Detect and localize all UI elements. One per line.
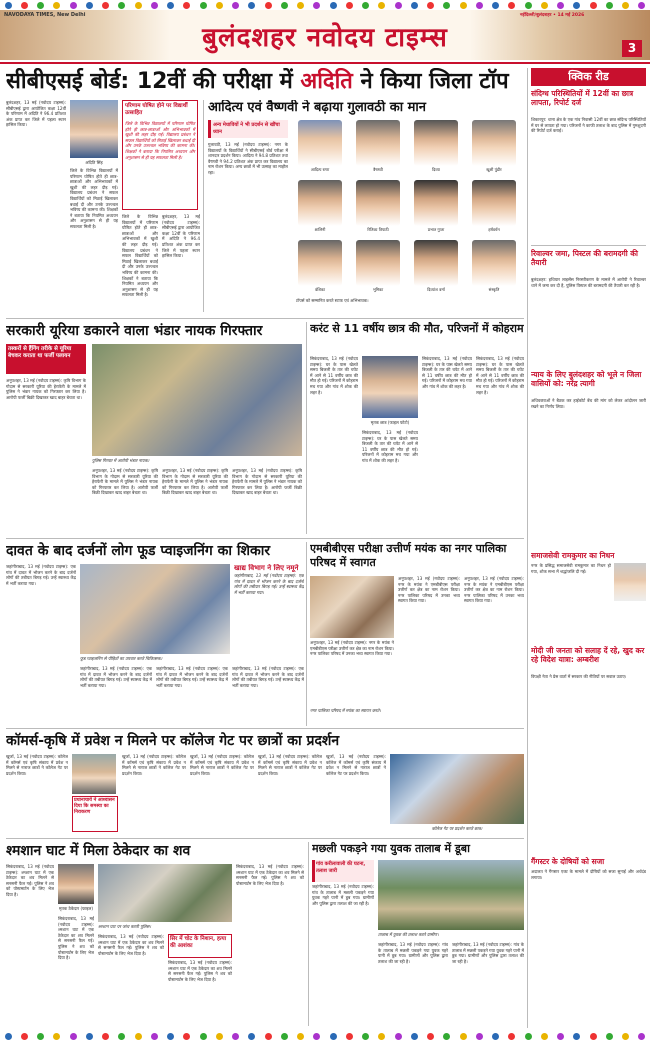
officer-photo-caption: पुलिस गिरफ्त में आरोपी भंडार नायक। [92, 458, 150, 463]
aditi-headline: आदित्य एवं वैष्णवी ने बढ़ाया गुलावठी का मान [208, 100, 426, 115]
protest-headline: कॉमर्स-कृषि में प्रवेश न मिलने पर कॉलेज गेट पर छात्रों का प्रदर्शन [6, 733, 340, 749]
lead-result-box-title: परिणाम घोषित होने पर विद्यार्थी उत्साहित [125, 103, 188, 116]
student-death-headline: करंट से 11 वर्षीय छात्र की मौत, परिजनों में कोहराम [310, 322, 524, 335]
quick-read-body: विपक्षी नेता ने प्रेस वार्ता में सरकार की नीतियों पर सवाल उठाए। [531, 674, 627, 679]
aditi-sub-box: अन्य मेधावियों ने भी प्रदर्शन से खींचा ध्यान [208, 120, 288, 138]
food-body-col2: जहांगीराबाद, 13 मई (नवोदय टाइम्स): एक गांव में दावत में भोजन करने के बाद दर्जनों लोगों की तबीयत बिगड़ गई। उन्हें स्वास्थ्य केंद्र में भर्ती कराया गया। [80, 666, 152, 688]
pond-photo [378, 860, 524, 930]
protest-photo-caption: कॉलेज गेट पर प्रदर्शन करते छात्र। [431, 826, 483, 831]
student-death-body-col3: सिकंदराबाद, 13 मई (नवोदय टाइम्स): घर के पास खेलते समय बिजली के तार की चपेट में आने से 11 वर्षीय छात्र की मौत हो गई। परिजनों में कोहराम मच गया और गांव में शोक की लहर है। [422, 356, 472, 389]
protest-body: खुर्जा, 13 मई (नवोदय टाइम्स): कॉलेज में कॉमर्स एवं कृषि संकाय में प्रवेश न मिलने से नाराज छात्रों ने कॉलेज गेट पर प्रदर्शन किया। [6, 754, 68, 776]
student-photo [414, 180, 458, 226]
student-photo [298, 240, 342, 286]
cremation-body-col2: सिकंदराबाद, 13 मई (नवोदय टाइम्स): श्मशान घाट में एक ठेकेदार का शव मिलने से सनसनी फैल गई। पुलिस ने शव को पोस्टमार्टम के लिए भेज दिया है। [58, 916, 94, 961]
student-death-photo [362, 356, 418, 418]
pond-body: जहांगीराबाद, 13 मई (नवोदय टाइम्स): गांव के तालाब में मछली पकड़ने गया युवक गहरे पानी में डूब गया। ग्रामीणों और पुलिस द्वारा तलाश की जा रही है। [312, 884, 374, 906]
student-death-photo-caption: मृतक छात्र (फाइल फोटो) [370, 420, 410, 425]
quick-read-body: नगर के प्रसिद्ध समाजसेवी रामकुमार का निधन हो गया, शोक सभा में श्रद्धांजलि दी गई। [531, 563, 611, 574]
masthead-title: बुलंदशहर नवोदय टाइम्स [202, 23, 448, 53]
protest-box: प्रधानाचार्य ने आश्वासन दिया कि समस्या का निराकरण [72, 796, 118, 832]
quick-read-label: क्विक रीड [531, 68, 646, 86]
aditi-body: गुलावठी, 13 मई (नवोदय टाइम्स): नगर के विद्यालयों के विद्यार्थियों ने सीबीएसई बोर्ड परीक्षा में शानदार प्रदर्शन किया। आदित्य ने 94.8 प्रतिशत तथा वैष्णवी ने 94.2 प्रतिशत अंक प्राप्त कर विद्यालय का नाम रोशन किया। अन्य छात्रों में भी उत्साह का माहौल रहा। [208, 142, 288, 175]
student-caption: वैष्णवी [373, 167, 383, 172]
student-photo [356, 240, 400, 286]
officer-body: अनूपशहर, 13 मई (नवोदय टाइम्स): कृषि विभाग के गोदाम से सरकारी यूरिया की हेराफेरी के मामले में पुलिस ने भंडार नायक को गिरफ्तार कर लिया है। आरोपी फर्जी बिक्री दिखाकर खाद बाहर बेचता था। [6, 378, 86, 400]
student-death-body-col4: सिकंदराबाद, 13 मई (नवोदय टाइम्स): घर के पास खेलते समय बिजली के तार की चपेट में आने से 11 वर्षीय छात्र की मौत हो गई। परिजनों में कोहराम मच गया और गांव में शोक की लहर है। [476, 356, 524, 395]
row-sep-4 [6, 838, 524, 839]
masthead-rule [0, 62, 650, 64]
mbbs-body-col2: अनूपशहर, 13 मई (नवोदय टाइम्स): नगर के मयंक ने एमबीबीएस परीक्षा उत्तीर्ण कर क्षेत्र का नाम रोशन किया। नगर पालिका परिषद में उनका भव्य स्वागत किया गया। [464, 576, 524, 604]
cremation-headline: श्मशान घाट में मिला ठेकेदार का शव [6, 843, 191, 859]
cremation-body-col5: सिकंदराबाद, 13 मई (नवोदय टाइम्स): श्मशान घाट में एक ठेकेदार का शव मिलने से सनसनी फैल गई। पुलिस ने शव को पोस्टमार्टम के लिए भेज दिया है। [236, 864, 304, 886]
cremation-photo [98, 864, 232, 922]
student-photo [472, 240, 516, 286]
protest-body-col2: खुर्जा, 13 मई (नवोदय टाइम्स): कॉलेज में कॉमर्स एवं कृषि संकाय में प्रवेश न मिलने से नाराज छात्रों ने कॉलेज गेट पर प्रदर्शन किया। [122, 754, 186, 776]
quick-read-headline: संदिग्ध परिस्थितियों में 12वीं का छात्र लापता, रिपोर्ट दर्ज [531, 89, 634, 107]
row-sep-3 [6, 728, 524, 729]
officer-sub-box: तस्करों से हैंगिंग तरीके से यूरिया बेचकर कराता था फर्जी पलायन [6, 344, 86, 374]
lead-result-box: परिणाम घोषित होने पर विद्यार्थी उत्साहित जिले के विभिन्न विद्यालयों में परिणाम घोषित होते ही छात्र-छात्राओं और अभिभावकों में खुशी की लहर दौड़ गई। विद्यालय प्रबंधन ने सफल विद्यार्थियों को मिठाई खिलाकर बधाई दी और उनके उज्ज्वल भविष्य की कामना की। शिक्षकों ने बताया कि नियमित अध्ययन और अनुशासन से ही यह सफलता मिली है। [122, 100, 198, 210]
officer-body-col2: अनूपशहर, 13 मई (नवोदय टाइम्स): कृषि विभाग के गोदाम से सरकारी यूरिया की हेराफेरी के मामले में पुलिस ने भंडार नायक को गिरफ्तार कर लिया है। आरोपी फर्जी बिक्री दिखाकर खाद बाहर बेचता था। [92, 468, 158, 496]
quick-read-headline: गैंगस्टर के दोषियों को सजा [531, 857, 605, 866]
col-sep-1 [203, 100, 204, 312]
student-caption: रितिका त्रिपाठी [367, 227, 389, 232]
protest-photo-small [72, 754, 116, 794]
edition-label: NAVODAYA TIMES, New Delhi [4, 12, 86, 18]
quick-read-headline: समाजसेवी रामकुमार का निधन [531, 551, 615, 560]
row-sep-1 [6, 318, 524, 319]
cremation-body-col3: सिकंदराबाद, 13 मई (नवोदय टाइम्स): श्मशान घाट में एक ठेकेदार का शव मिलने से सनसनी फैल गई। पुलिस ने शव को पोस्टमार्टम के लिए भेज दिया है। [98, 934, 164, 956]
student-photo [414, 120, 458, 166]
quick-read-headline: रिवाल्वर जमा, पिस्टल की बरामदगी की तैयारी [531, 249, 638, 267]
student-grid [292, 120, 524, 312]
cremation-body: सिकंदराबाद, 13 मई (नवोदय टाइम्स): श्मशान घाट में एक ठेकेदार का शव मिलने से सनसनी फैल गई। पुलिस ने शव को पोस्टमार्टम के लिए भेज दिया है। [6, 864, 54, 897]
lead-headline-name: अदिति [300, 69, 353, 94]
food-body-col4: जहांगीराबाद, 13 मई (नवोदय टाइम्स): एक गांव में दावत में भोजन करने के बाद दर्जनों लोगों की तबीयत बिगड़ गई। उन्हें स्वास्थ्य केंद्र में भर्ती कराया गया। [232, 666, 304, 688]
officer-photo [92, 344, 302, 456]
mbbs-body-col0: अनूपशहर, 13 मई (नवोदय टाइम्स): नगर के मयंक ने एमबीबीएस परीक्षा उत्तीर्ण कर क्षेत्र का नाम रोशन किया। नगर पालिका परिषद में उनका भव्य स्वागत किया गया। [310, 640, 394, 657]
quick-read-body: शिकारपुर: थाना क्षेत्र के एक गांव निवासी 12वीं का छात्र संदिग्ध परिस्थितियों में घर से लापता हो गया। परिजनों ने काफी तलाश के बाद पुलिस में गुमशुदगी की रिपोर्ट दर्ज कराई। [531, 117, 646, 134]
student-caption: हर्षवर्धन [488, 227, 500, 232]
quick-read-body: अदालत ने गैंगस्टर एक्ट के मामले में दोषियों को सजा सुनाई और अर्थदंड लगाया। [531, 869, 646, 880]
lead-body-col4: बुलंदशहर, 13 मई (नवोदय टाइम्स): सीबीएसई द्वारा आयोजित कक्षा 12वीं के परिणाम में अदिति ने 96.4 प्रतिशत अंक प्राप्त कर जिले में पहला स्थान हासिल किया। [162, 214, 200, 259]
mbbs-body: अनूपशहर, 13 मई (नवोदय टाइम्स): नगर के मयंक ने एमबीबीएस परीक्षा उत्तीर्ण कर क्षेत्र का नाम रोशन किया। नगर पालिका परिषद में उनका भव्य स्वागत किया गया। [398, 576, 460, 604]
cremation-victim-caption: मृतक ठेकेदार (फाइल) [59, 906, 93, 911]
student-caption: खुशी पुंडीर [486, 167, 502, 172]
student-caption: वंशिका [314, 287, 326, 292]
student-photo [298, 180, 342, 226]
student-photo [472, 180, 516, 226]
officer-body-col3: अनूपशहर, 13 मई (नवोदय टाइम्स): कृषि विभाग के गोदाम से सरकारी यूरिया की हेराफेरी के मामले में पुलिस ने भंडार नायक को गिरफ्तार कर लिया है। आरोपी फर्जी बिक्री दिखाकर खाद बाहर बेचता था। [162, 468, 228, 496]
quick-read-column [531, 68, 646, 1028]
student-caption: दिव्यांश वर्मा [427, 287, 445, 292]
student-photo [356, 120, 400, 166]
top-decor-dots [0, 0, 650, 10]
protest-photo [390, 754, 524, 824]
lead-headline: सीबीएसई बोर्ड: 12वीं की परीक्षा में अदिति ने किया जिला टॉप [6, 69, 509, 94]
student-caption: शालिनी [314, 227, 326, 232]
food-body-col3: जहांगीराबाद, 13 मई (नवोदय टाइम्स): एक गांव में दावत में भोजन करने के बाद दर्जनों लोगों की तबीयत बिगड़ गई। उन्हें स्वास्थ्य केंद्र में भर्ती कराया गया। [156, 666, 228, 688]
col-sep-3 [306, 542, 307, 726]
masthead [0, 10, 650, 60]
pond-body-col2: जहांगीराबाद, 13 मई (नवोदय टाइम्स): गांव के तालाब में मछली पकड़ने गया युवक गहरे पानी में डूब गया। ग्रामीणों और पुलिस द्वारा तलाश की जा रही है। [378, 942, 448, 964]
col-sep-2 [306, 322, 307, 534]
col-sep-right [527, 68, 528, 1028]
protest-body-col5: खुर्जा, 13 मई (नवोदय टाइम्स): कॉलेज में कॉमर्स एवं कृषि संकाय में प्रवेश न मिलने से नाराज छात्रों ने कॉलेज गेट पर प्रदर्शन किया। [326, 754, 386, 776]
pond-headline: मछली पकड़ने गया युवक तालाब में डूबा [312, 842, 470, 855]
food-sub-box: खाद्य विभाग ने लिए नमूने जहांगीराबाद, 13 मई (नवोदय टाइम्स): एक गांव में दावत में भोजन करने के बाद दर्जनों लोगों की तबीयत बिगड़ गई। उन्हें स्वास्थ्य केंद्र में भर्ती कराया गया। [234, 564, 304, 595]
quick-read-headline: मोदी जी जनता को सलाह दें रहे, खुद कर रहे विदेश यात्रा: अम्बरीश [531, 646, 645, 664]
quick-read-body: बुलंदशहर: हथियार लाइसेंस निरस्तीकरण के मामले में आरोपी ने रिवाल्वर थाने में जमा कर दी है, पुलिस पिस्टल की बरामदगी की तैयारी कर रही है। [531, 277, 646, 288]
pond-body-col3: जहांगीराबाद, 13 मई (नवोदय टाइम्स): गांव के तालाब में मछली पकड़ने गया युवक गहरे पानी में डूब गया। ग्रामीणों और पुलिस द्वारा तलाश की जा रही है। [452, 942, 524, 964]
bottom-decor-dots [0, 1031, 650, 1041]
student-caption: संस्कृति [488, 287, 500, 292]
student-photo [298, 120, 342, 166]
obituary-photo [614, 563, 646, 601]
lead-photo [70, 100, 118, 158]
food-photo [80, 564, 230, 654]
cremation-body-col4: सिकंदराबाद, 13 मई (नवोदय टाइम्स): श्मशान घाट में एक ठेकेदार का शव मिलने से सनसनी फैल गई। पुलिस ने शव को पोस्टमार्टम के लिए भेज दिया है। [168, 960, 232, 982]
cremation-victim-photo [58, 864, 94, 904]
lead-photo-caption: अदिति सिंह [85, 160, 103, 165]
student-grid-caption: टॉपर्स को सम्मानित करते स्टाफ एवं अभिभावक। [296, 298, 369, 303]
lead-dateline: बुलंदशहर, 13 मई (नवोदय टाइम्स): सीबीएसई द्वारा आयोजित कक्षा 12वीं के परिणाम में अदिति ने 96.4 प्रतिशत अंक प्राप्त कर जिले में पहला स्थान हासिल किया। [6, 100, 66, 128]
student-photo [356, 180, 400, 226]
officer-headline: सरकारी यूरिया डकारने वाला भंडार नायक गिरफ्तार [6, 323, 263, 339]
mbbs-photo [310, 576, 394, 638]
student-caption: भूमिका [372, 287, 384, 292]
food-headline: दावत के बाद दर्जनों लोग फूड प्वाइजनिंग का शिकार [6, 543, 271, 559]
cremation-photo-caption: श्मशान घाट पर जांच करती पुलिस। [98, 924, 151, 929]
student-caption: प्रभात गुप्ता [427, 227, 445, 232]
col-sep-4 [308, 842, 309, 1026]
pond-photo-caption: तालाब में युवक की तलाश करते ग्रामीण। [378, 932, 439, 937]
student-caption: दिव्या [432, 167, 440, 172]
student-photo [414, 240, 458, 286]
page-number: 3 [622, 40, 642, 57]
student-photo [472, 120, 516, 166]
mbbs-photo-caption: नगर पालिका परिषद में मयंक का स्वागत करते। [310, 708, 381, 713]
student-death-body: सिकंदराबाद, 13 मई (नवोदय टाइम्स): घर के पास खेलते समय बिजली के तार की चपेट में आने से 11 वर्षीय छात्र की मौत हो गई। परिजनों में कोहराम मच गया और गांव में शोक की लहर है। [310, 356, 358, 395]
student-death-body-col2: सिकंदराबाद, 13 मई (नवोदय टाइम्स): घर के पास खेलते समय बिजली के तार की चपेट में आने से 11 वर्षीय छात्र की मौत हो गई। परिजनों में कोहराम मच गया और गांव में शोक की लहर है। [362, 430, 418, 463]
cremation-box: सिर में चोट के निशान, हत्या की आशंका [168, 934, 232, 958]
mbbs-headline: एमबीबीएस परीक्षा उत्तीर्ण मयंक का नगर पालिका परिषद में स्वागत [310, 542, 507, 569]
protest-body-col3: खुर्जा, 13 मई (नवोदय टाइम्स): कॉलेज में कॉमर्स एवं कृषि संकाय में प्रवेश न मिलने से नाराज छात्रों ने कॉलेज गेट पर प्रदर्शन किया। [190, 754, 254, 776]
quick-read-headline: न्याय के लिए बुलंदशहर को भूले न जिला वासियों को: नरेंद्र त्यागी [531, 370, 642, 388]
lead-body-col3: जिले के विभिन्न विद्यालयों में परिणाम घोषित होते ही छात्र-छात्राओं और अभिभावकों में खुशी की लहर दौड़ गई। विद्यालय प्रबंधन ने सफल विद्यार्थियों को मिठाई खिलाकर बधाई दी और उनके उज्ज्वल भविष्य की कामना की। शिक्षकों ने बताया कि नियमित अध्ययन और अनुशासन से ही यह सफलता मिली है। [122, 214, 158, 298]
row-sep-2 [6, 538, 524, 539]
protest-body-col4: खुर्जा, 13 मई (नवोदय टाइम्स): कॉलेज में कॉमर्स एवं कृषि संकाय में प्रवेश न मिलने से नाराज छात्रों ने कॉलेज गेट पर प्रदर्शन किया। [258, 754, 322, 776]
food-photo-caption: फूड प्वाइजनिंग से पीड़ितों का उपचार करते चिकित्सक। [80, 656, 163, 661]
officer-body-col4: अनूपशहर, 13 मई (नवोदय टाइम्स): कृषि विभाग के गोदाम से सरकारी यूरिया की हेराफेरी के मामले में पुलिस ने भंडार नायक को गिरफ्तार कर लिया है। आरोपी फर्जी बिक्री दिखाकर खाद बाहर बेचता था। [232, 468, 302, 496]
food-body: जहांगीराबाद, 13 मई (नवोदय टाइम्स): एक गांव में दावत में भोजन करने के बाद दर्जनों लोगों की तबीयत बिगड़ गई। उन्हें स्वास्थ्य केंद्र में भर्ती कराया गया। [6, 564, 76, 586]
quick-read-body: अधिवक्ताओं ने बैठक कर हाईकोर्ट बेंच की मांग को लेकर आंदोलन जारी रखने का निर्णय लिया। [531, 398, 646, 409]
lead-body-col2: जिले के विभिन्न विद्यालयों में परिणाम घोषित होते ही छात्र-छात्राओं और अभिभावकों में खुशी की लहर दौड़ गई। विद्यालय प्रबंधन ने सफल विद्यार्थियों को मिठाई खिलाकर बधाई दी और उनके उज्ज्वल भविष्य की कामना की। शिक्षकों ने बताया कि नियमित अध्ययन और अनुशासन से ही यह सफलता मिली है। [70, 168, 118, 229]
masthead-date: नईदिल्ली/बुलंदशहर • 14 मई 2026 [520, 13, 585, 18]
pond-sub: गांव करीलावाली की घटना, तलाश जारी [312, 860, 374, 882]
student-caption: आदित्य राणा [310, 167, 330, 172]
